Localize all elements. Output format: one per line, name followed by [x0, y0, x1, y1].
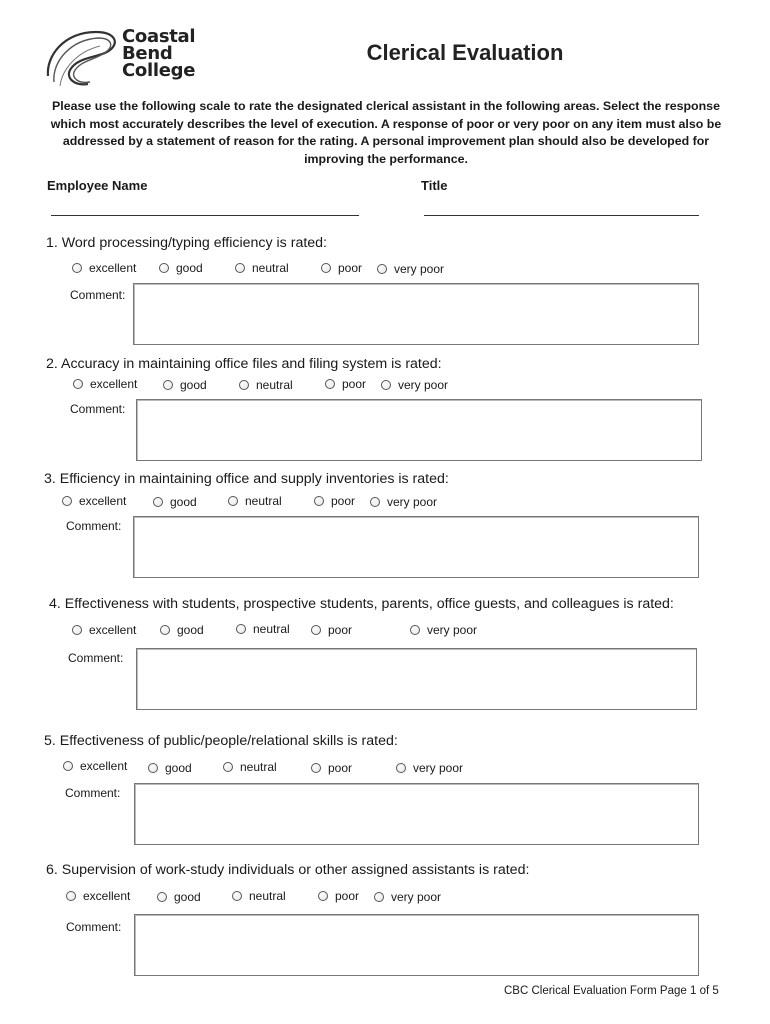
q6-very-poor[interactable]: very poor: [374, 890, 441, 904]
radio-icon[interactable]: [235, 263, 245, 273]
q3-good[interactable]: good: [153, 495, 197, 509]
q6-poor[interactable]: poor: [318, 889, 359, 903]
radio-icon[interactable]: [73, 379, 83, 389]
radio-icon[interactable]: [311, 625, 321, 635]
question-1: 1. Word processing/typing efficiency is rated:: [46, 235, 327, 251]
q2-good[interactable]: good: [163, 378, 207, 392]
q1-poor[interactable]: poor: [321, 261, 362, 275]
radio-icon[interactable]: [223, 762, 233, 772]
q2-very-poor[interactable]: very poor: [381, 378, 448, 392]
q2-comment-box[interactable]: [136, 399, 702, 461]
q1-good[interactable]: good: [159, 261, 203, 275]
q3-excellent[interactable]: excellent: [62, 494, 126, 508]
q3-poor[interactable]: poor: [314, 494, 355, 508]
radio-icon[interactable]: [63, 761, 73, 771]
q1-comment-box[interactable]: [133, 283, 699, 345]
q4-poor[interactable]: poor: [311, 623, 352, 637]
question-3: 3. Efficiency in maintaining office and supply inventories is rated:: [44, 471, 449, 487]
title-field[interactable]: [424, 215, 699, 216]
q6-excellent[interactable]: excellent: [66, 889, 130, 903]
radio-icon[interactable]: [311, 763, 321, 773]
q1-neutral[interactable]: neutral: [235, 261, 289, 275]
radio-icon[interactable]: [314, 496, 324, 506]
radio-icon[interactable]: [325, 379, 335, 389]
radio-icon[interactable]: [410, 625, 420, 635]
radio-icon[interactable]: [377, 264, 387, 274]
question-5: 5. Effectiveness of public/people/relational skills is rated:: [44, 733, 398, 749]
q6-neutral[interactable]: neutral: [232, 889, 286, 903]
logo-line1: Coastal: [122, 26, 196, 47]
radio-icon[interactable]: [228, 496, 238, 506]
employee-name-label: Employee Name: [47, 178, 148, 193]
radio-icon[interactable]: [239, 380, 249, 390]
radio-icon[interactable]: [236, 624, 246, 634]
radio-icon[interactable]: [159, 263, 169, 273]
q6-comment-label: Comment:: [66, 920, 122, 934]
title-label: Title: [421, 178, 448, 193]
logo-line3: College: [122, 60, 196, 81]
q2-comment-label: Comment:: [70, 402, 126, 416]
q4-very-poor[interactable]: very poor: [410, 623, 477, 637]
wave-logo-icon: [44, 26, 124, 92]
q3-comment-box[interactable]: [133, 516, 699, 578]
q5-very-poor[interactable]: very poor: [396, 761, 463, 775]
radio-icon[interactable]: [232, 891, 242, 901]
q2-poor[interactable]: poor: [325, 377, 366, 391]
radio-icon[interactable]: [62, 496, 72, 506]
q5-poor[interactable]: poor: [311, 761, 352, 775]
q5-excellent[interactable]: excellent: [63, 759, 127, 773]
q4-comment-label: Comment:: [68, 651, 124, 665]
q5-good[interactable]: good: [148, 761, 192, 775]
q3-neutral[interactable]: neutral: [228, 494, 282, 508]
q4-comment-box[interactable]: [136, 648, 697, 710]
q5-comment-label: Comment:: [65, 786, 121, 800]
radio-icon[interactable]: [321, 263, 331, 273]
question-2: 2. Accuracy in maintaining office files and filing system is rated:: [46, 356, 442, 372]
q2-excellent[interactable]: excellent: [73, 377, 137, 391]
q1-comment-label: Comment:: [70, 288, 126, 302]
q3-comment-label: Comment:: [66, 519, 122, 533]
radio-icon[interactable]: [163, 380, 173, 390]
radio-icon[interactable]: [153, 497, 163, 507]
page-title: Clerical Evaluation: [366, 40, 564, 65]
radio-icon[interactable]: [318, 891, 328, 901]
q4-good[interactable]: good: [160, 623, 204, 637]
radio-icon[interactable]: [381, 380, 391, 390]
radio-icon[interactable]: [160, 625, 170, 635]
q4-excellent[interactable]: excellent: [72, 623, 136, 637]
radio-icon[interactable]: [396, 763, 406, 773]
q5-comment-box[interactable]: [134, 783, 699, 845]
q6-good[interactable]: good: [157, 890, 201, 904]
radio-icon[interactable]: [374, 892, 384, 902]
question-6: 6. Supervision of work-study individuals or other assigned assistants is rated:: [46, 862, 530, 878]
employee-name-field[interactable]: [51, 215, 359, 216]
q6-comment-box[interactable]: [134, 914, 699, 976]
radio-icon[interactable]: [370, 497, 380, 507]
q5-neutral[interactable]: neutral: [223, 760, 277, 774]
instructions: Please use the following scale to rate the designated clerical assistant in the following areas. Select the response which most accurately describes the level of execution. A response of poor or very poor on any item must also be addressed by a statement of reason for the rating. A personal improvement plan should also be developed for improving the performance.: [50, 99, 722, 166]
q1-very-poor[interactable]: very poor: [377, 262, 444, 276]
q2-neutral[interactable]: neutral: [239, 378, 293, 392]
radio-icon[interactable]: [148, 763, 158, 773]
radio-icon[interactable]: [157, 892, 167, 902]
q1-excellent[interactable]: excellent: [72, 261, 136, 275]
college-logo: [44, 26, 214, 92]
q3-very-poor[interactable]: very poor: [370, 495, 437, 509]
page-footer: CBC Clerical Evaluation Form Page 1 of 5: [504, 985, 719, 997]
logo-line2: Bend: [122, 43, 173, 64]
radio-icon[interactable]: [66, 891, 76, 901]
question-4: 4. Effectiveness with students, prospective students, parents, office guests, and colleagues is rated:: [49, 596, 674, 612]
q4-neutral[interactable]: neutral: [236, 622, 290, 636]
radio-icon[interactable]: [72, 263, 82, 273]
radio-icon[interactable]: [72, 625, 82, 635]
